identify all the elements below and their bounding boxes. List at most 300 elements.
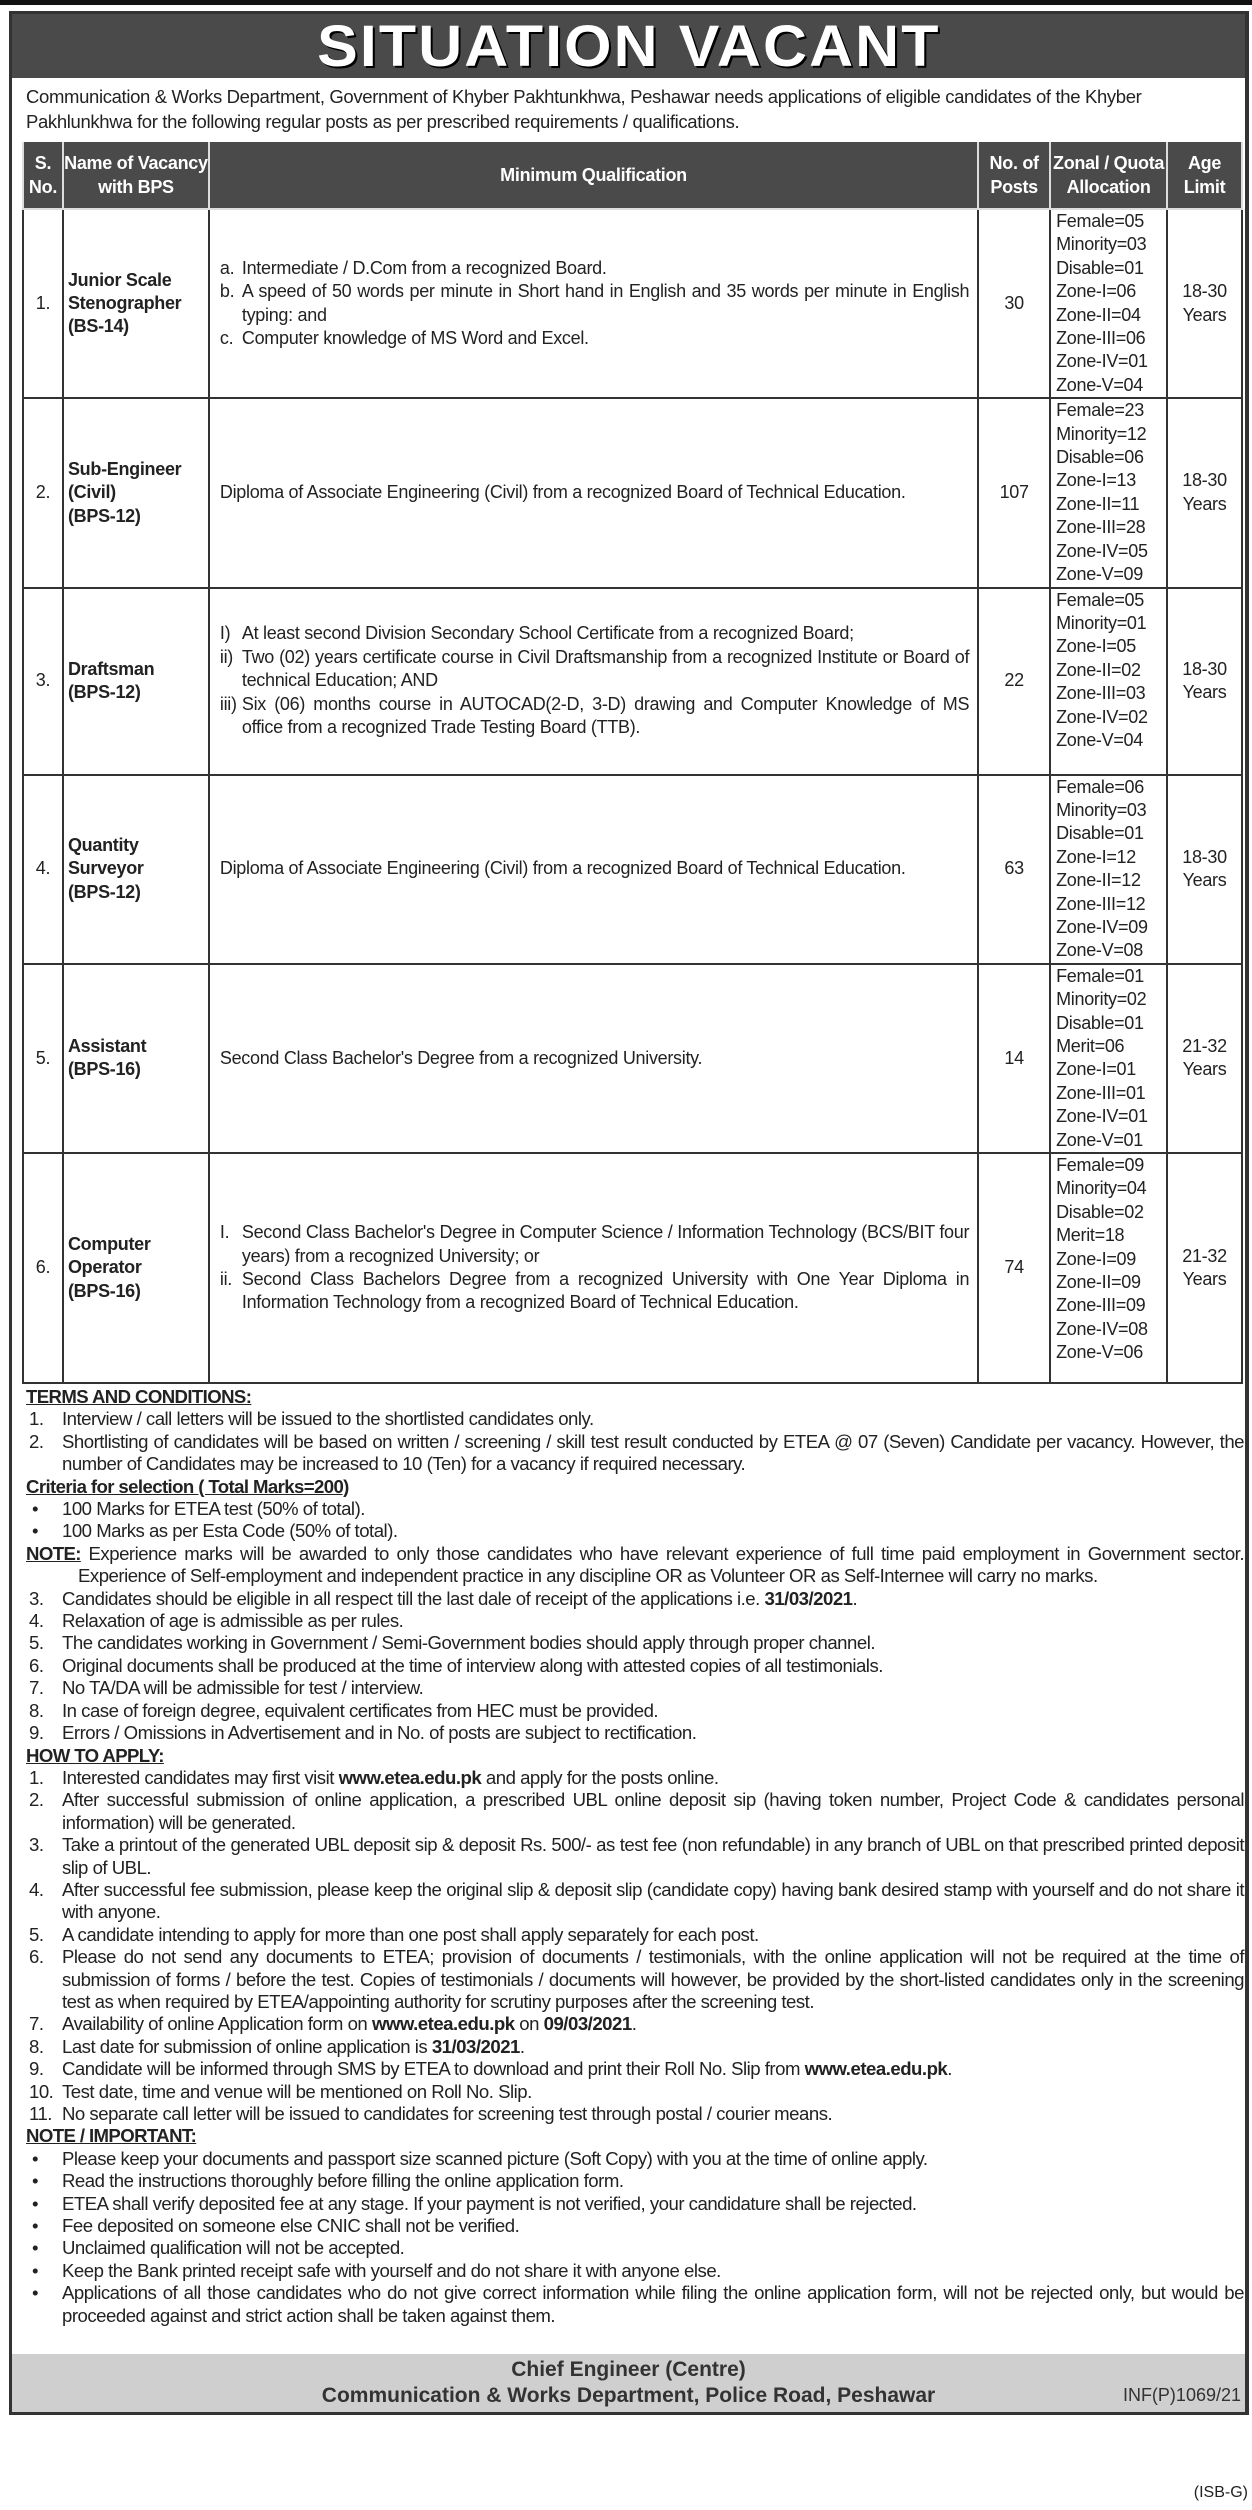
item-number: 11. bbox=[29, 2103, 52, 2124]
title-banner bbox=[12, 14, 1245, 78]
item-text bbox=[62, 1520, 1244, 1542]
zone-quota: Zone-III=01 bbox=[1056, 1082, 1146, 1103]
age-limit bbox=[1167, 588, 1242, 775]
intro-text: Communication & Works Department, Government of Khyber Pakhtunkhwa, Peshawar needs applications of eligible candidates of the Khyber Pakhlunkhwa for the following regular posts as per prescribed requirements / qualifications. bbox=[26, 86, 1142, 132]
item-text: Diploma of Associate Engineering (Civil) from a recognized Board of Technical Education. bbox=[219, 482, 906, 503]
list-item bbox=[26, 1610, 1244, 1632]
zone-quota: Zone-II=11 bbox=[1056, 493, 1140, 514]
col-header-qualification: Minimum Qualification bbox=[209, 142, 978, 209]
isb-code: (ISB-G) bbox=[1193, 2484, 1248, 2501]
col-header-zonal: Zonal / Quota Allocation bbox=[1050, 142, 1167, 209]
list-item bbox=[26, 1924, 1244, 1946]
vacancy-name-line: (BS-14) bbox=[67, 316, 129, 337]
list-item bbox=[26, 2215, 1244, 2237]
item-number: 1. bbox=[29, 1408, 44, 1430]
zone-quota: Disable=06 bbox=[1056, 447, 1144, 468]
col-header-sno: S. No. bbox=[23, 142, 63, 209]
item-text bbox=[62, 1722, 1244, 1744]
item-marker: I. bbox=[219, 1222, 230, 1243]
item-text bbox=[62, 2237, 1244, 2259]
zone-quota: Female=06 bbox=[1056, 776, 1144, 797]
item-number: 9. bbox=[29, 1722, 44, 1744]
age-line: 18-30 bbox=[1182, 470, 1227, 491]
posts-count: 107 bbox=[978, 398, 1050, 587]
zone-quota: Merit=18 bbox=[1056, 1225, 1125, 1246]
vacancy-name bbox=[63, 964, 209, 1153]
age-line: Years bbox=[1182, 493, 1227, 514]
posts-count: 63 bbox=[978, 775, 1050, 964]
qualification-item bbox=[220, 327, 969, 350]
item-number: 9. bbox=[29, 2058, 44, 2080]
zone-quota: Zone-I=05 bbox=[1056, 636, 1136, 657]
table-row bbox=[23, 775, 1242, 964]
text-segment: Relaxation of age is admissible as per rules. bbox=[62, 1610, 404, 1632]
text-segment: After successful submission of online application, a prescribed UBL online deposit sip (having token number, Project Code & candidates personal information) will be generated. bbox=[62, 1789, 1244, 1833]
item-number: • bbox=[32, 2259, 39, 2281]
qualification bbox=[209, 1153, 978, 1383]
qualification bbox=[209, 209, 978, 398]
table-row bbox=[23, 209, 1242, 398]
bold-segment: 09/03/2021 bbox=[543, 2013, 632, 2035]
qualification-item bbox=[220, 280, 969, 327]
serial-number: 2. bbox=[23, 398, 63, 587]
signature-footer bbox=[12, 2354, 1245, 2412]
item-number: • bbox=[32, 2282, 39, 2304]
item-number: 5. bbox=[29, 1632, 44, 1654]
col-header-age: Age Limit bbox=[1167, 142, 1242, 209]
age-line: Years bbox=[1182, 1059, 1227, 1080]
item-text bbox=[62, 1408, 1244, 1430]
age-line: Years bbox=[1182, 682, 1227, 702]
vacancy-name-line: Stenographer bbox=[67, 292, 182, 313]
age-limit bbox=[1167, 398, 1242, 587]
item-text: At least second Division Secondary School Certificate from a recognized Board; bbox=[241, 623, 854, 644]
list-item bbox=[26, 1946, 1244, 2013]
text-segment: Interested candidates may first visit bbox=[62, 1766, 339, 1788]
zone-quota: Zone-IV=02 bbox=[1056, 706, 1148, 727]
zone-quota: Minority=03 bbox=[1056, 234, 1147, 255]
age-line: Years bbox=[1182, 304, 1227, 325]
zone-quota: Zone-II=12 bbox=[1056, 870, 1141, 891]
text-segment: Original documents shall be produced at the time of interview along with attested copies of all testimonials. bbox=[62, 1654, 883, 1676]
zone-quota: Disable=02 bbox=[1056, 1201, 1144, 1222]
vacancy-name-line: Surveyor bbox=[67, 858, 144, 879]
age-line: Years bbox=[1182, 1269, 1227, 1289]
vacancy-name-line: Computer bbox=[67, 1233, 151, 1254]
list-item bbox=[26, 1722, 1244, 1744]
vacancy-name-line: (BPS-12) bbox=[67, 881, 141, 902]
list-item bbox=[26, 1834, 1244, 1879]
qualification bbox=[209, 964, 978, 1153]
item-text bbox=[62, 1431, 1244, 1476]
item-number: 2. bbox=[29, 1430, 44, 1452]
item-number: 8. bbox=[29, 1699, 44, 1721]
text-segment: Last date for submission of online application is bbox=[62, 2035, 432, 2057]
zone-quota: Zone-II=02 bbox=[1056, 659, 1141, 680]
zone-quota: Zone-V=09 bbox=[1056, 564, 1143, 585]
zone-quota: Minority=02 bbox=[1056, 989, 1147, 1010]
item-text: Intermediate / D.Com from a recognized Board. bbox=[241, 257, 607, 278]
zone-quota: Zone-I=09 bbox=[1056, 1248, 1136, 1269]
section-heading: HOW TO APPLY: bbox=[26, 1744, 164, 1766]
text-segment: Errors / Omissions in Advertisement and in No. of posts are subject to rectification. bbox=[62, 1722, 697, 1744]
list-item bbox=[26, 1655, 1244, 1677]
zone-quota: Minority=01 bbox=[1056, 612, 1147, 633]
item-text bbox=[62, 1632, 1244, 1654]
item-number: • bbox=[32, 2237, 39, 2259]
zonal-allocation bbox=[1050, 209, 1167, 398]
text-segment: Candidate will be informed through SMS by ETEA to download and print their Roll No. Slip from bbox=[62, 2058, 805, 2080]
item-text: Second Class Bachelor's Degree in Computer Science / Information Technology (BCS/BIT four years) from a recognized University; or bbox=[241, 1222, 970, 1266]
qualification-item bbox=[220, 1047, 969, 1070]
text-segment: Applications of all those candidates who do not give correct information while filing the online application form, will not be rejected only, but would be proceeded against and strict action shall be taken against them. bbox=[62, 2282, 1244, 2326]
text-segment: Unclaimed qualification will not be accepted. bbox=[62, 2237, 405, 2259]
zone-quota: Zone-V=01 bbox=[1056, 1129, 1143, 1150]
item-number: 10. bbox=[29, 2080, 54, 2102]
posts-count: 14 bbox=[978, 964, 1050, 1153]
zone-quota: Minority=12 bbox=[1056, 423, 1147, 444]
section-heading: TERMS AND CONDITIONS: bbox=[26, 1386, 252, 1407]
list-item bbox=[26, 1700, 1244, 1722]
zone-quota: Zone-III=12 bbox=[1056, 893, 1146, 914]
section-heading: NOTE / IMPORTANT: bbox=[26, 2125, 197, 2147]
item-text bbox=[62, 1700, 1244, 1722]
vacancy-name-line: Quantity bbox=[67, 835, 139, 856]
item-marker: iii) bbox=[219, 693, 237, 714]
text-segment: Please keep your documents and passport size scanned picture (Soft Copy) with you at the time of online apply. bbox=[62, 2147, 928, 2169]
vacancy-name-line: Junior Scale bbox=[67, 269, 172, 290]
reference-number: INF(P)1069/21 bbox=[1122, 2385, 1241, 2405]
text-segment: . bbox=[631, 2013, 637, 2035]
list-item bbox=[26, 2260, 1244, 2282]
vacancy-name bbox=[63, 588, 209, 775]
note-text bbox=[26, 1543, 1244, 1588]
item-number: • bbox=[32, 2192, 39, 2214]
qualification bbox=[209, 398, 978, 587]
qualification-item bbox=[220, 1221, 969, 1268]
vacancy-name-line: (BPS-12) bbox=[67, 682, 141, 702]
list-item bbox=[26, 2036, 1244, 2058]
text-segment: Test date, time and venue will be mentioned on Roll No. Slip. bbox=[62, 2080, 532, 2102]
item-marker: ii) bbox=[219, 646, 233, 667]
item-text bbox=[62, 2081, 1244, 2103]
item-text: Six (06) months course in AUTOCAD(2-D, 3-D) drawing and Computer Knowledge of MS office from a recognized Trade Testing Board (TTB). bbox=[241, 693, 970, 738]
text-segment: and apply for the posts online. bbox=[481, 1766, 719, 1788]
zone-quota: Zone-III=09 bbox=[1056, 1295, 1146, 1316]
list-item bbox=[26, 2170, 1244, 2192]
age-limit bbox=[1167, 775, 1242, 964]
item-text bbox=[62, 2282, 1244, 2327]
text-segment: . bbox=[852, 1587, 858, 1609]
zonal-allocation bbox=[1050, 398, 1167, 587]
item-text: Second Class Bachelor's Degree from a recognized University. bbox=[219, 1047, 703, 1068]
age-line: 21-32 bbox=[1182, 1245, 1227, 1266]
bold-segment: www.etea.edu.pk bbox=[371, 2013, 515, 2035]
zone-quota: Zone-IV=08 bbox=[1056, 1318, 1148, 1339]
list-item bbox=[26, 2148, 1244, 2170]
text-segment: . bbox=[947, 2058, 952, 2080]
list-item bbox=[26, 2193, 1244, 2215]
zone-quota: Zone-IV=09 bbox=[1056, 916, 1148, 937]
item-marker: I) bbox=[219, 623, 231, 644]
age-line: 18-30 bbox=[1182, 658, 1227, 679]
zone-quota: Zone-I=12 bbox=[1056, 846, 1136, 867]
item-number: 4. bbox=[29, 1878, 44, 1900]
list-item bbox=[26, 1588, 1244, 1610]
item-text: Second Class Bachelors Degree from a recognized University with One Year Diploma in Information Technology from a recognized Board of Technical Education. bbox=[241, 1269, 970, 1313]
list-item bbox=[26, 1677, 1244, 1699]
item-text bbox=[62, 1789, 1244, 1834]
list-item bbox=[26, 1543, 1244, 1588]
serial-number: 3. bbox=[23, 588, 63, 775]
zone-quota: Zone-V=08 bbox=[1056, 940, 1143, 961]
item-text bbox=[62, 1834, 1244, 1879]
posts-count: 74 bbox=[978, 1153, 1050, 1383]
item-text bbox=[62, 1767, 1244, 1789]
text-segment: Fee deposited on someone else CNIC shall not be verified. bbox=[62, 2215, 520, 2237]
list-item bbox=[26, 2237, 1244, 2259]
list-item bbox=[26, 1408, 1244, 1430]
vacancy-name-line: (BPS-16) bbox=[67, 1280, 141, 1301]
age-line: 18-30 bbox=[1182, 281, 1227, 302]
age-line: Years bbox=[1182, 870, 1227, 891]
zone-quota: Zone-II=09 bbox=[1056, 1272, 1141, 1293]
item-text: Two (02) years certificate course in Civil Draftsmanship from a recognized Institute or Board of technical Education; AND bbox=[241, 646, 970, 691]
item-text bbox=[62, 1610, 1244, 1632]
zone-quota: Minority=03 bbox=[1056, 799, 1147, 820]
zonal-allocation bbox=[1050, 964, 1167, 1153]
text-segment: After successful fee submission, please keep the original slip & deposit slip (candidate copy) having bank desired stamp with yourself and do not share it with anyone. bbox=[62, 1878, 1244, 1923]
item-number: 8. bbox=[29, 2035, 44, 2057]
list-item bbox=[26, 2103, 1244, 2125]
item-number: 1. bbox=[29, 1766, 44, 1788]
item-number: • bbox=[32, 2147, 39, 2169]
serial-number: 4. bbox=[23, 775, 63, 964]
text-segment: 100 Marks as per Esta Code (50% of total). bbox=[62, 1520, 398, 1542]
zone-quota: Zone-I=06 bbox=[1056, 281, 1136, 302]
zone-quota: Disable=01 bbox=[1056, 257, 1144, 278]
terms-body bbox=[26, 1386, 1244, 2327]
item-number: 6. bbox=[29, 1946, 44, 1968]
list-item bbox=[26, 2282, 1244, 2327]
vacancy-name-line: (BPS-12) bbox=[67, 505, 141, 526]
list-item bbox=[26, 1632, 1244, 1654]
zone-quota: Zone-II=04 bbox=[1056, 304, 1141, 325]
qualification-item bbox=[220, 646, 969, 693]
qualification-item bbox=[220, 857, 969, 880]
zonal-allocation bbox=[1050, 1153, 1167, 1383]
age-limit bbox=[1167, 1153, 1242, 1383]
item-text bbox=[62, 1879, 1244, 1924]
item-text bbox=[62, 1946, 1244, 2013]
item-text: A speed of 50 words per minute in Short hand in English and 35 words per minute in English typing: and bbox=[241, 281, 970, 325]
item-number: • bbox=[32, 2170, 39, 2192]
item-number: • bbox=[32, 1498, 39, 1520]
item-number: 6. bbox=[29, 1654, 44, 1676]
list-item bbox=[26, 1431, 1244, 1476]
bold-segment: 31/03/2021 bbox=[431, 2035, 520, 2057]
text-segment: ETEA shall verify deposited fee at any stage. If your payment is not verified, your candidature shall be rejected. bbox=[62, 2192, 917, 2214]
signatory-title: Chief Engineer (Centre) bbox=[511, 2358, 746, 2381]
advertisement-frame bbox=[9, 11, 1249, 2415]
vacancy-name-line: Draftsman bbox=[67, 658, 155, 679]
list-item bbox=[26, 2013, 1244, 2035]
item-number: 7. bbox=[29, 1677, 44, 1699]
qualification bbox=[209, 588, 978, 775]
item-text bbox=[62, 2193, 1244, 2215]
text-segment: Keep the Bank printed receipt safe with yourself and do not share it with anyone else. bbox=[62, 2259, 721, 2281]
zone-quota: Zone-I=13 bbox=[1056, 470, 1136, 491]
item-text bbox=[62, 2170, 1244, 2192]
zone-quota: Zone-IV=01 bbox=[1056, 1106, 1148, 1127]
age-limit bbox=[1167, 964, 1242, 1153]
age-line: 18-30 bbox=[1182, 846, 1227, 867]
top-rule bbox=[0, 0, 1252, 5]
item-text bbox=[62, 2260, 1244, 2282]
qualification-item bbox=[220, 622, 969, 645]
zone-quota: Disable=01 bbox=[1056, 823, 1144, 844]
list-item bbox=[26, 2081, 1244, 2103]
zonal-allocation bbox=[1050, 775, 1167, 964]
zone-quota: Female=05 bbox=[1056, 211, 1144, 231]
zone-quota: Zone-III=28 bbox=[1056, 517, 1146, 538]
item-marker: ii. bbox=[219, 1269, 232, 1289]
zone-quota: Zone-I=01 bbox=[1056, 1059, 1136, 1080]
age-limit bbox=[1167, 209, 1242, 398]
item-number: 3. bbox=[29, 1834, 44, 1856]
zone-quota: Zone-III=06 bbox=[1056, 328, 1146, 349]
item-number: 4. bbox=[29, 1610, 44, 1632]
text-segment: Availability of online Application form on bbox=[62, 2013, 372, 2035]
vacancy-name bbox=[63, 398, 209, 587]
zone-quota: Female=05 bbox=[1056, 589, 1144, 610]
zone-quota: Female=09 bbox=[1056, 1155, 1144, 1175]
section-heading: Criteria for selection ( Total Marks=200) bbox=[26, 1475, 349, 1497]
item-text bbox=[62, 1498, 1244, 1520]
zone-quota: Minority=04 bbox=[1056, 1178, 1147, 1199]
text-segment: Candidates should be eligible in all respect till the last dale of receipt of the applications i.e. bbox=[62, 1587, 765, 1609]
text-segment: No separate call letter will be issued to candidates for screening test through postal / courier means. bbox=[62, 2103, 833, 2124]
list-item bbox=[26, 1767, 1244, 1789]
text-segment: 100 Marks for ETEA test (50% of total). bbox=[62, 1498, 365, 1520]
item-text bbox=[62, 2103, 1244, 2125]
table-header-row bbox=[23, 142, 1242, 209]
bold-segment: www.etea.edu.pk bbox=[804, 2058, 948, 2080]
text-segment: on bbox=[514, 2013, 544, 2035]
vacancy-name bbox=[63, 209, 209, 398]
bold-segment: www.etea.edu.pk bbox=[338, 1766, 482, 1788]
text-segment: Take a printout of the generated UBL deposit sip & deposit Rs. 500/- as test fee (non refundable) in any branch of UBL on that prescribed printed deposit slip of UBL. bbox=[62, 1834, 1244, 1878]
vacancy-name-line: Assistant bbox=[67, 1035, 147, 1056]
item-text bbox=[62, 1924, 1244, 1946]
item-text: Computer knowledge of MS Word and Excel. bbox=[241, 328, 589, 349]
serial-number: 1. bbox=[23, 209, 63, 398]
zone-quota: Zone-III=03 bbox=[1056, 683, 1146, 704]
zone-quota: Zone-IV=01 bbox=[1056, 351, 1148, 372]
item-text bbox=[62, 2148, 1244, 2170]
table-row bbox=[23, 1153, 1242, 1383]
list-item bbox=[26, 1520, 1244, 1542]
note-label: NOTE: bbox=[26, 1542, 81, 1564]
page-title: SITUATION VACANT bbox=[316, 13, 941, 79]
text-segment: Shortlisting of candidates will be based on written / screening / skill test result conducted by ETEA @ 07 (Seven) Candidate per vacancy. However, the number of Candidates may be increased to 10 (Ten) for a vacancy if required necessary. bbox=[62, 1430, 1244, 1475]
text-segment: Interview / call letters will be issued to the shortlisted candidates only. bbox=[62, 1408, 594, 1430]
zone-quota: Disable=01 bbox=[1056, 1012, 1144, 1033]
item-text bbox=[62, 2058, 1244, 2080]
qualification-item bbox=[220, 481, 969, 504]
item-text bbox=[62, 1655, 1244, 1677]
item-text bbox=[62, 1677, 1244, 1699]
item-marker: b. bbox=[219, 281, 235, 302]
item-number: 7. bbox=[29, 2013, 44, 2035]
text-segment: The candidates working in Government / Semi-Government bodies should apply through proper channel. bbox=[62, 1632, 875, 1654]
age-line: 21-32 bbox=[1182, 1035, 1227, 1056]
list-item bbox=[26, 1789, 1244, 1834]
serial-number: 5. bbox=[23, 964, 63, 1153]
text-segment: Read the instructions thoroughly before filling the online application form. bbox=[62, 2170, 624, 2192]
zonal-allocation bbox=[1050, 588, 1167, 775]
col-header-posts: No. of Posts bbox=[978, 142, 1050, 209]
text-segment: Experience marks will be awarded to only those candidates who have relevant experience of full time paid employment in Government sector. Experience of Self-employment and independent practice in any discipline OR as Volunteer OR as Self-Internee will carry no marks. bbox=[78, 1542, 1244, 1587]
item-text bbox=[62, 2013, 1244, 2035]
zone-quota: Zone-V=06 bbox=[1056, 1342, 1143, 1363]
item-text bbox=[62, 1588, 1244, 1610]
list-item bbox=[26, 1498, 1244, 1520]
vacancy-name-line: (Civil) bbox=[67, 482, 116, 503]
vacancy-name-line: Sub-Engineer bbox=[67, 458, 182, 479]
item-text: Diploma of Associate Engineering (Civil) from a recognized Board of Technical Education. bbox=[219, 858, 906, 879]
bold-segment: 31/03/2021 bbox=[764, 1587, 853, 1609]
table-row bbox=[23, 398, 1242, 587]
text-segment: . bbox=[519, 2035, 525, 2057]
item-number: 3. bbox=[29, 1587, 44, 1609]
vacancy-name bbox=[63, 1153, 209, 1383]
zone-quota: Female=01 bbox=[1056, 965, 1144, 986]
table-row bbox=[23, 964, 1242, 1153]
vacancy-name bbox=[63, 775, 209, 964]
zone-quota: Female=23 bbox=[1056, 400, 1144, 421]
text-segment: A candidate intending to apply for more than one post shall apply separately for each post. bbox=[62, 1923, 759, 1945]
qualification-item bbox=[220, 257, 969, 280]
serial-number: 6. bbox=[23, 1153, 63, 1383]
zone-quota: Zone-V=04 bbox=[1056, 374, 1143, 395]
zone-quota: Merit=06 bbox=[1056, 1035, 1125, 1056]
item-number: 2. bbox=[29, 1789, 44, 1811]
item-number: 5. bbox=[29, 1923, 44, 1945]
zone-quota: Zone-V=04 bbox=[1056, 729, 1143, 750]
item-text bbox=[62, 2215, 1244, 2237]
text-segment: In case of foreign degree, equivalent certificates from HEC must be provided. bbox=[62, 1699, 659, 1721]
list-item bbox=[26, 1879, 1244, 1924]
text-segment: No TA/DA will be admissible for test / interview. bbox=[62, 1677, 424, 1699]
item-number: • bbox=[32, 1520, 39, 1542]
col-header-name: Name of Vacancy with BPS bbox=[63, 142, 209, 209]
posts-count: 22 bbox=[978, 588, 1050, 775]
text-segment: Please do not send any documents to ETEA; provision of documents / testimonials, with the online application will not be required at the time of submission of forms / before the test. Copies of testimonials / documents will however, be provided by the short-listed candidates only in the screening test as when required by ETEA/appointing authority for scrutiny purposes after the screening test. bbox=[62, 1946, 1244, 2012]
item-marker: a. bbox=[219, 257, 235, 278]
vacancy-table bbox=[22, 142, 1243, 1384]
table-row bbox=[23, 588, 1242, 775]
qualification bbox=[209, 775, 978, 964]
signatory-address: Communication & Works Department, Police Road, Peshawar bbox=[321, 2384, 936, 2407]
qualification-item bbox=[220, 693, 969, 740]
vacancy-name-line: (BPS-16) bbox=[67, 1059, 141, 1080]
posts-count: 30 bbox=[978, 209, 1050, 398]
item-number: • bbox=[32, 2215, 39, 2237]
vacancy-name-line: Operator bbox=[67, 1257, 142, 1278]
list-item bbox=[26, 2058, 1244, 2080]
item-marker: c. bbox=[219, 328, 234, 349]
